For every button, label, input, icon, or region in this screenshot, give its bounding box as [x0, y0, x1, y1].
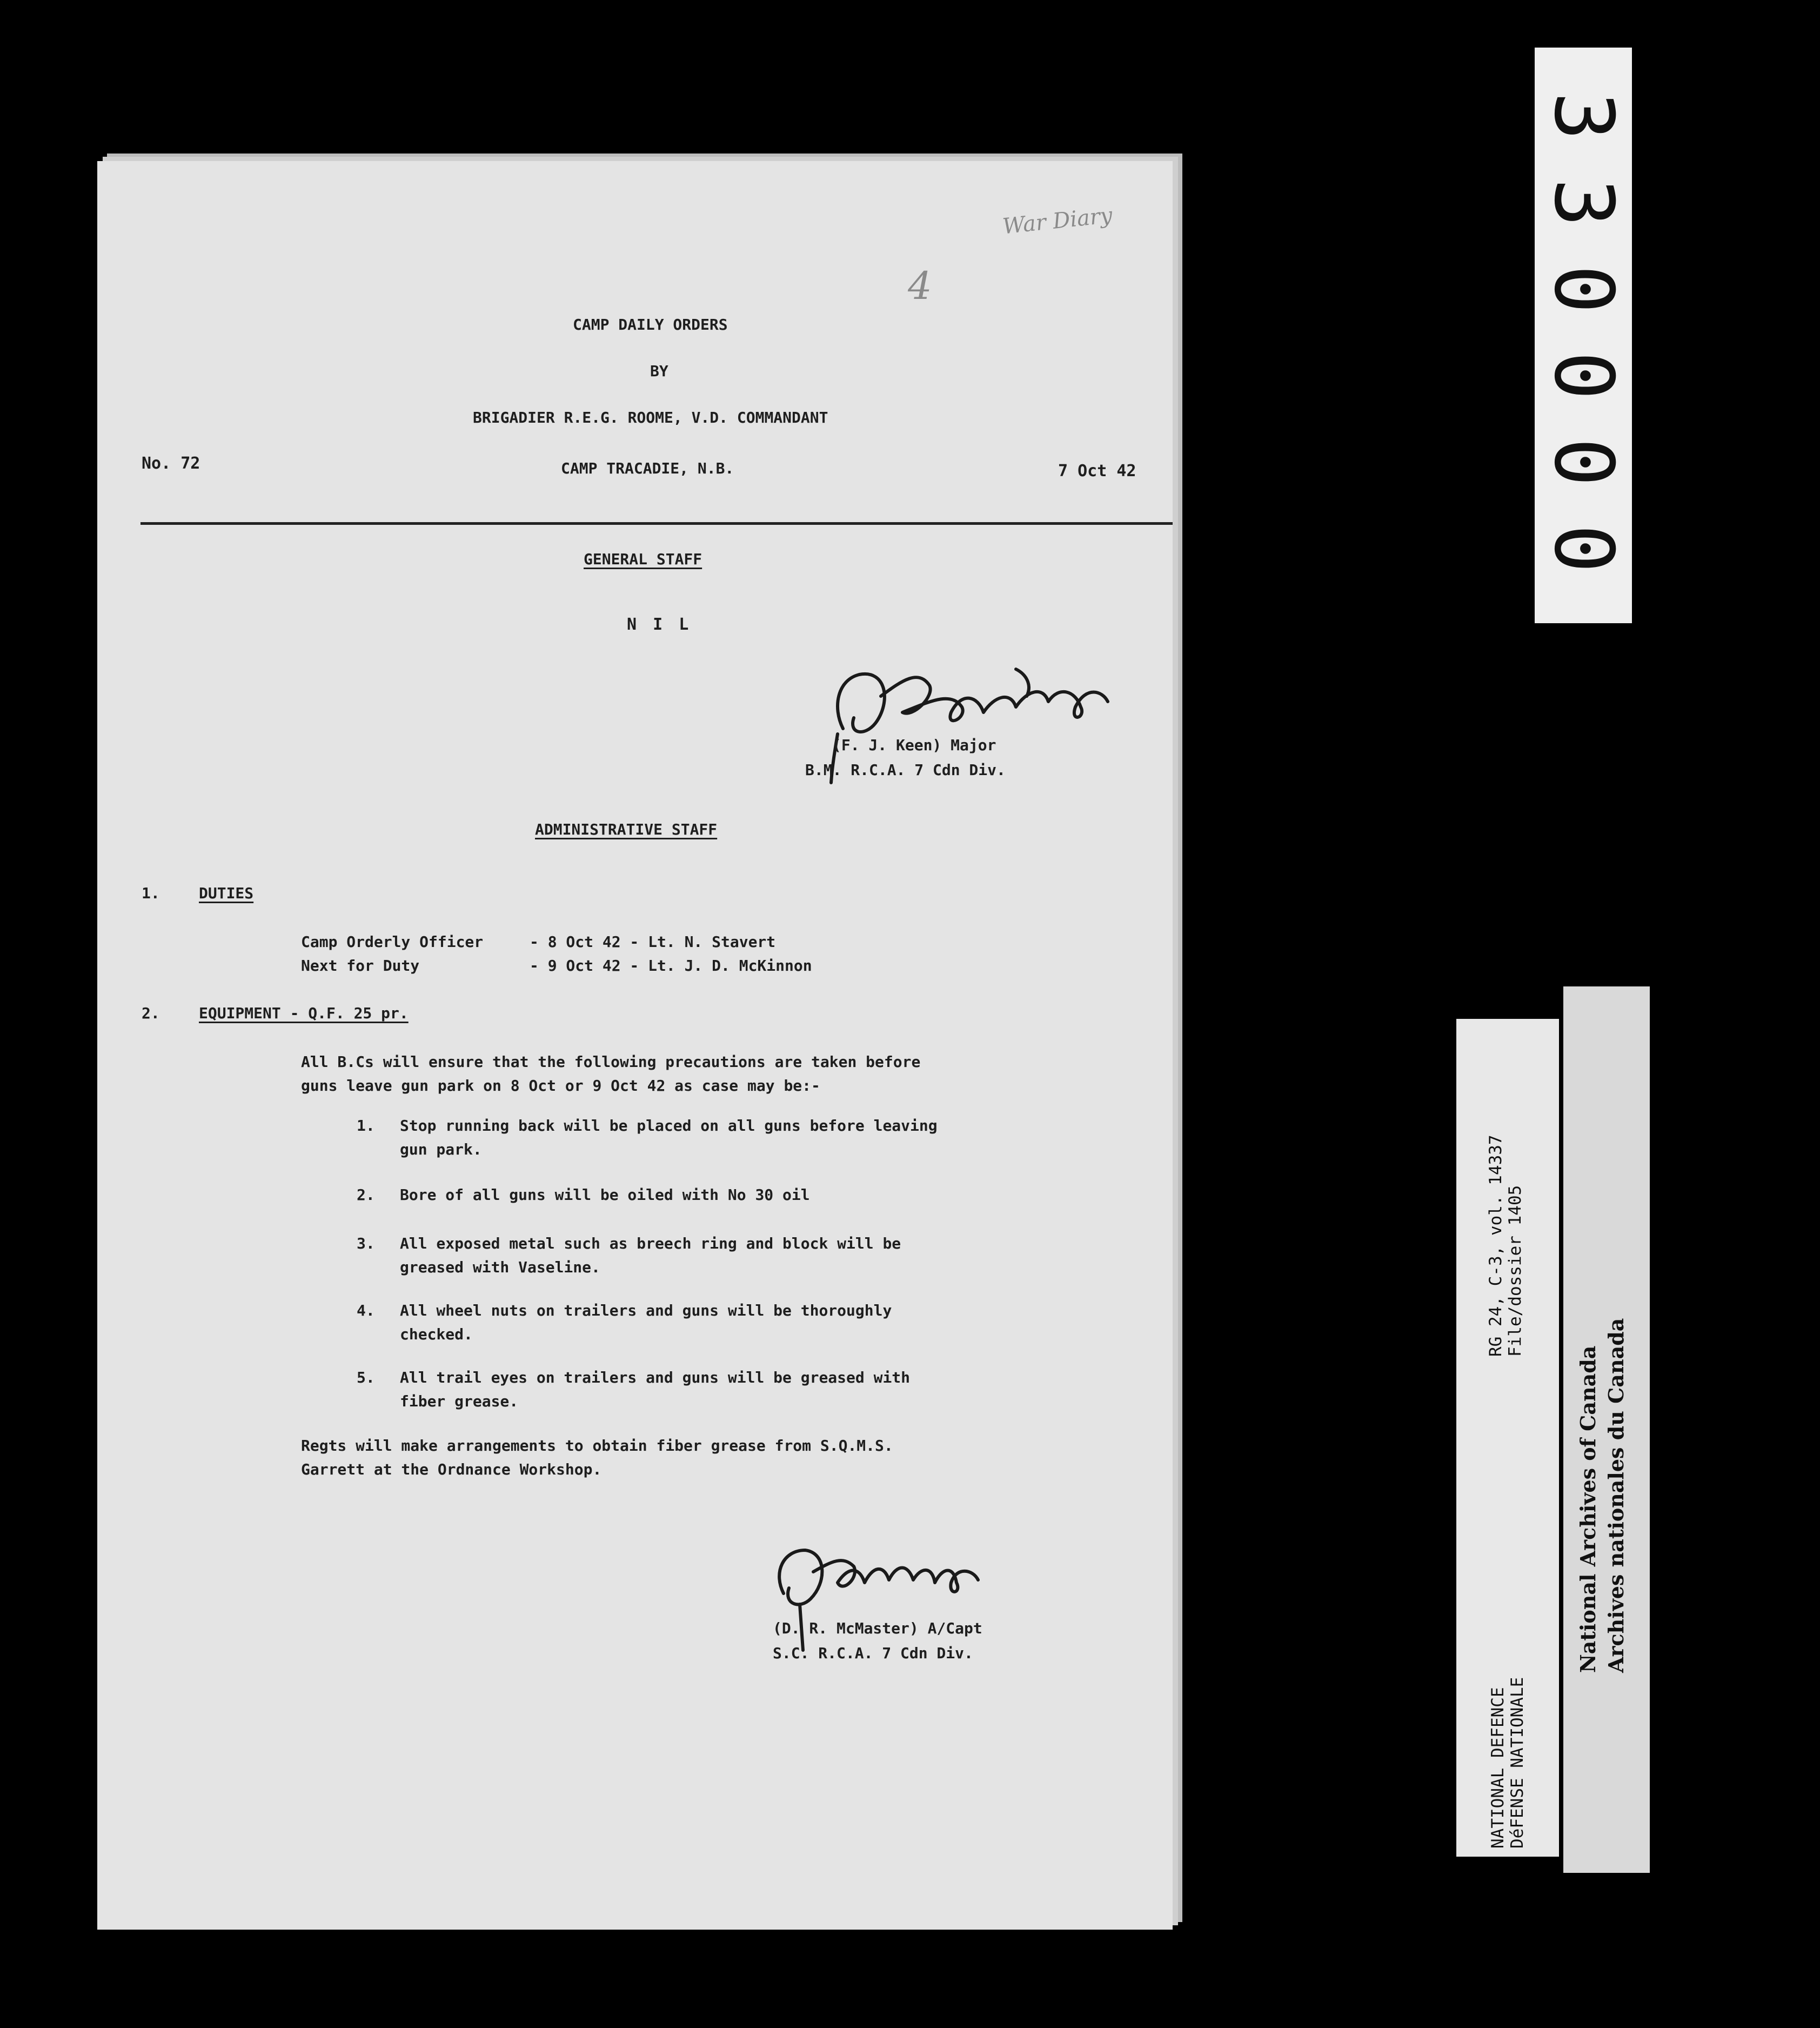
duty-detail-1: - 8 Oct 42 - Lt. N. Stavert	[530, 933, 776, 951]
precaution-text: Bore of all guns will be oiled with No 30 oil	[400, 1186, 810, 1204]
order-number: No. 72	[142, 454, 200, 473]
order-date: 7 Oct 42	[1058, 462, 1136, 481]
frame-digit: 0	[1536, 524, 1630, 573]
archive-ref-line1: RG 24, C-3, vol. 14337	[1486, 1135, 1505, 1357]
duty-role-1: Camp Orderly Officer	[301, 933, 484, 951]
frame-digit: 3	[1536, 91, 1630, 141]
archive-ref-line2: File/dossier 1405	[1505, 1185, 1525, 1357]
precaution-text-cont: fiber grease.	[400, 1392, 519, 1410]
commander-line: BRIGADIER R.E.G. ROOME, V.D. COMMANDANT	[473, 409, 828, 426]
camp-location: CAMP TRACADIE, N.B.	[561, 459, 734, 477]
pencil-annotation: War Diary	[1001, 203, 1114, 239]
frame-digit: 0	[1536, 351, 1630, 401]
department-line2: DéFENSE NATIONALE	[1508, 1677, 1527, 1849]
keen-signatory-name: (F. J. Keen) Major	[832, 736, 996, 754]
frame-number-strip	[1535, 48, 1632, 623]
equipment-heading: EQUIPMENT - Q.F. 25 pr.	[199, 1004, 409, 1022]
precaution-text-cont: gun park.	[400, 1140, 482, 1158]
archives-name-fr: Archives nationales du Canada	[1604, 1318, 1628, 1673]
item1-number: 1.	[142, 884, 160, 902]
precaution-text: All trail eyes on trailers and guns will be greased with	[400, 1369, 911, 1386]
admin-staff-heading: ADMINISTRATIVE STAFF	[535, 820, 718, 838]
precaution-text: Stop running back will be placed on all guns before leaving	[400, 1117, 938, 1135]
header-divider	[140, 522, 1173, 525]
archive-reference-label	[1456, 1019, 1559, 1857]
precaution-number: 2.	[357, 1186, 375, 1204]
frame-digit: 3	[1536, 178, 1630, 228]
equipment-closing-line1: Regts will make arrangements to obtain fiber grease from S.Q.M.S.	[301, 1437, 893, 1455]
document-page	[97, 161, 1173, 1930]
precaution-text: All exposed metal such as breech ring and block will be	[400, 1235, 901, 1252]
keen-signatory-title: B.M. R.C.A. 7 Cdn Div.	[805, 761, 1006, 779]
department-line1: NATIONAL DEFENCE	[1488, 1687, 1508, 1849]
archives-canada-label	[1563, 986, 1650, 1873]
frame-digit: 0	[1536, 437, 1630, 487]
archives-name-en: National Archives of Canada	[1576, 1345, 1600, 1673]
duties-heading: DUTIES	[199, 884, 254, 902]
document-by: BY	[650, 362, 668, 380]
general-staff-heading: GENERAL STAFF	[584, 550, 702, 568]
precaution-number: 3.	[357, 1235, 375, 1252]
pencil-page-number: 4	[908, 264, 932, 308]
document-title: CAMP DAILY ORDERS	[573, 316, 728, 333]
precaution-text-cont: checked.	[400, 1325, 473, 1343]
frame-digit: 0	[1536, 264, 1630, 314]
equipment-closing-line2: Garrett at the Ordnance Workshop.	[301, 1460, 602, 1478]
equipment-intro-line1: All B.Cs will ensure that the following precautions are taken before	[301, 1053, 921, 1071]
mcmaster-signatory-title: S.C. R.C.A. 7 Cdn Div.	[773, 1644, 973, 1662]
duty-role-2: Next for Duty	[301, 957, 420, 975]
duty-detail-2: - 9 Oct 42 - Lt. J. D. McKinnon	[530, 957, 812, 975]
precaution-text: All wheel nuts on trailers and guns will be thoroughly	[400, 1302, 892, 1319]
precaution-number: 1.	[357, 1117, 375, 1135]
mcmaster-signatory-name: (D. R. McMaster) A/Capt	[773, 1619, 982, 1637]
precaution-number: 4.	[357, 1302, 375, 1319]
equipment-intro-line2: guns leave gun park on 8 Oct or 9 Oct 42 as case may be:-	[301, 1077, 820, 1095]
precaution-number: 5.	[357, 1369, 375, 1386]
general-staff-content: N I L	[627, 615, 692, 634]
item2-number: 2.	[142, 1004, 160, 1022]
precaution-text-cont: greased with Vaseline.	[400, 1258, 600, 1276]
